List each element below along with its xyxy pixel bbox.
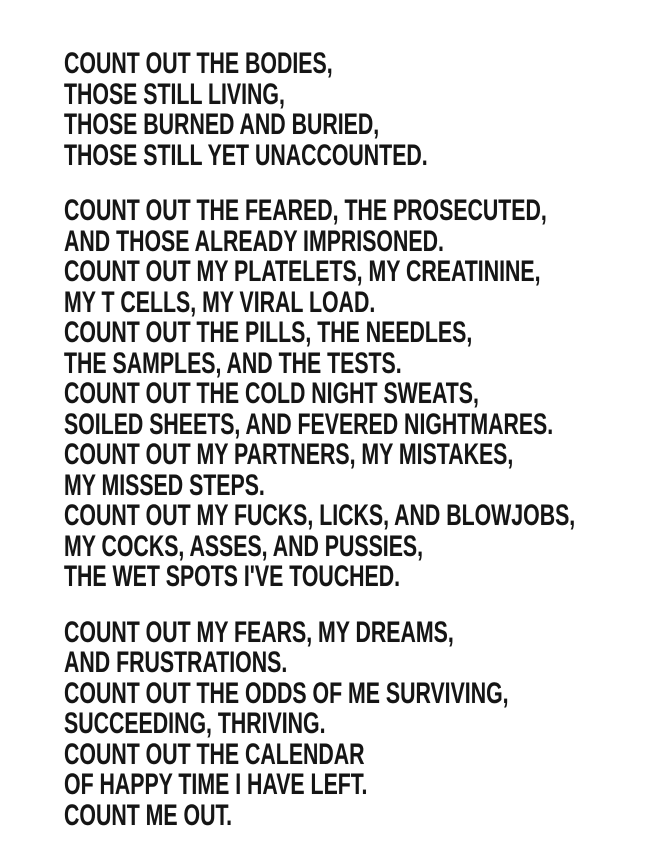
poem-line: COUNT OUT MY FEARS, MY DREAMS, [64, 615, 454, 649]
poem-line: COUNT OUT THE PILLS, THE NEEDLES, [64, 316, 473, 349]
poem-line: COUNT OUT MY PARTNERS, MY MISTAKES, [64, 438, 514, 471]
poem-line: MY COCKS, ASSES, AND PUSSIES, [64, 529, 424, 563]
poem-line: COUNT OUT THE FEARED, THE PROSECUTED, [64, 194, 547, 227]
poem-line: THE WET SPOTS I'VE TOUCHED. [64, 560, 401, 593]
poem-line: COUNT ME OUT. [64, 798, 233, 832]
poem-line: OF HAPPY TIME I HAVE LEFT. [64, 768, 368, 801]
poem-line: COUNT OUT THE CALENDAR [64, 737, 365, 771]
poem-line: AND THOSE ALREADY IMPRISONED. [64, 224, 444, 258]
poem-line: COUNT OUT THE ODDS OF ME SURVIVING, [64, 676, 509, 710]
poem-line: COUNT OUT MY PLATELETS, MY CREATININE, [64, 255, 541, 288]
poem-line: MY T CELLS, MY VIRAL LOAD. [64, 285, 376, 319]
poem-stanza [64, 49, 482, 171]
poem-line: COUNT OUT THE BODIES, [64, 47, 333, 80]
poem-line: THOSE BURNED AND BURIED, [64, 108, 380, 141]
poem-stanza [64, 194, 576, 593]
poem-stanza [64, 615, 509, 832]
poem-body [64, 49, 653, 831]
poem-line: THE SAMPLES, AND THE TESTS. [64, 346, 402, 380]
poem-line: AND FRUSTRATIONS. [64, 646, 288, 679]
poem-line: MY MISSED STEPS. [64, 468, 265, 502]
poem-line: COUNT OUT THE COLD NIGHT SWEATS, [64, 377, 479, 410]
poem-line: THOSE STILL YET UNACCOUNTED. [64, 138, 428, 172]
poem-line: COUNT OUT MY FUCKS, LICKS, AND BLOWJOBS, [64, 499, 576, 532]
poem-line: SUCCEEDING, THRIVING. [64, 707, 326, 740]
poem-line: THOSE STILL LIVING, [64, 77, 285, 111]
poem-line: SOILED SHEETS, AND FEVERED NIGHTMARES. [64, 407, 554, 441]
